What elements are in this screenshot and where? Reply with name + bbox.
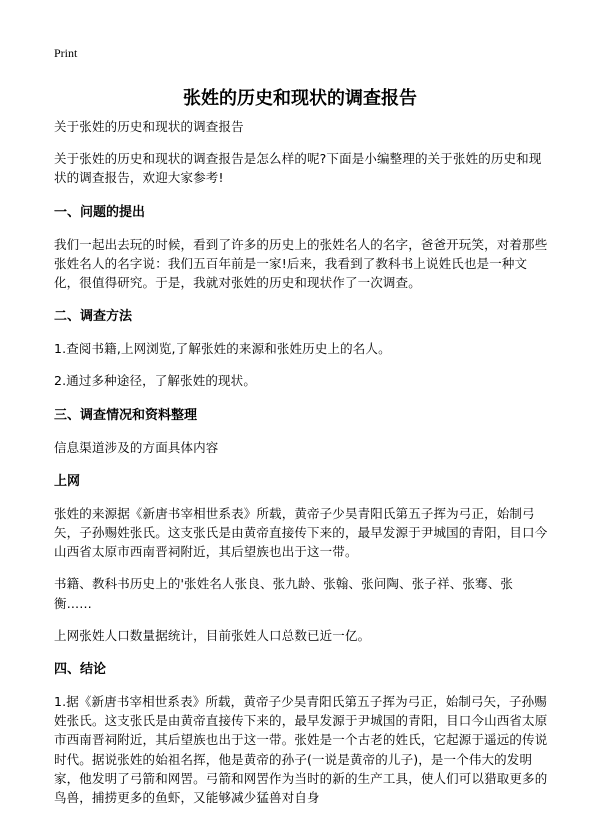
section1-heading: 一、问题的提出 [54,204,146,220]
section2-heading: 二、调查方法 [54,309,133,325]
intro-paragraph: 关于张姓的历史和现状的调查报告是怎么样的呢?下面是小编整理的关于张姓的历史和现状的调查报告，欢迎大家参考! [54,151,542,186]
section4-para1: 1.据《新唐书宰相世系表》所载，黄帝子少昊青阳氏第五子挥为弓正，始制弓矢，子孙赐姓张氏。这支张氏是由黄帝直接传下来的，最早发源于尹城国的青阳，目口今山西省太原市西南晋祠附近，其后望族也出于这一带。张姓是一个古老的姓氏，它起源于遥远的传说时代。据说张姓的始祖名挥，他是黄帝的孙子(一说是黄帝的儿子)，是一个伟大的发明家，他发明了弓箭和网罟。弓箭和网罟作为当时的新的生产工具，使人们可以猎取更多的鸟兽，捕捞更多的鱼虾，又能够减少猛兽对自身 [54,694,548,806]
section3-para2: 书籍、教科书历史上的'张姓名人张良、张九龄、张翰、张问陶、张子祥、张骞、张衡…… [54,576,513,611]
section2-item1: 1.查阅书籍,上网浏览,了解张姓的来源和张姓历史上的名人。 [54,341,391,357]
section3-heading: 三、调查情况和资料整理 [54,407,198,423]
subtitle: 关于张姓的历史和现状的调查报告 [54,119,244,134]
section3-para1: 张姓的来源据《新唐书宰相世系表》所载，黄帝子少昊青阳氏第五子挥为弓正，始制弓矢，子孙赐姓张氏。这支张氏是由黄帝直接传下来的，最早发源于尹城国的青阳，目口今山西省太原市西南晋祠附近，其后望族也出于这一带。 [54,505,548,560]
section3-info: 信息渠道涉及的方面具体内容 [54,439,219,455]
print-label: Print [54,46,78,60]
section3-para3: 上网张姓人口数量据统计，目前张姓人口总数已近一亿。 [54,627,371,643]
section2-item2: 2.通过多种途径，了解张姓的现状。 [54,373,256,389]
section1-body: 我们一起出去玩的时候，看到了许多的历史上的张姓名人的名字，爸爸开玩笑，对着那些张姓名人的名字说：我们五百年前是一家!后来，我看到了教科书上说姓氏也是一种文化，很值得研究。于是，我就对张姓的历史和现状作了一次调查。 [54,236,548,291]
section4-heading: 四、结论 [54,662,107,678]
document-body [54,117,550,807]
document-title: 张姓的历史和现状的调查报告 [183,88,417,109]
section3-subheading: 上网 [54,473,81,489]
